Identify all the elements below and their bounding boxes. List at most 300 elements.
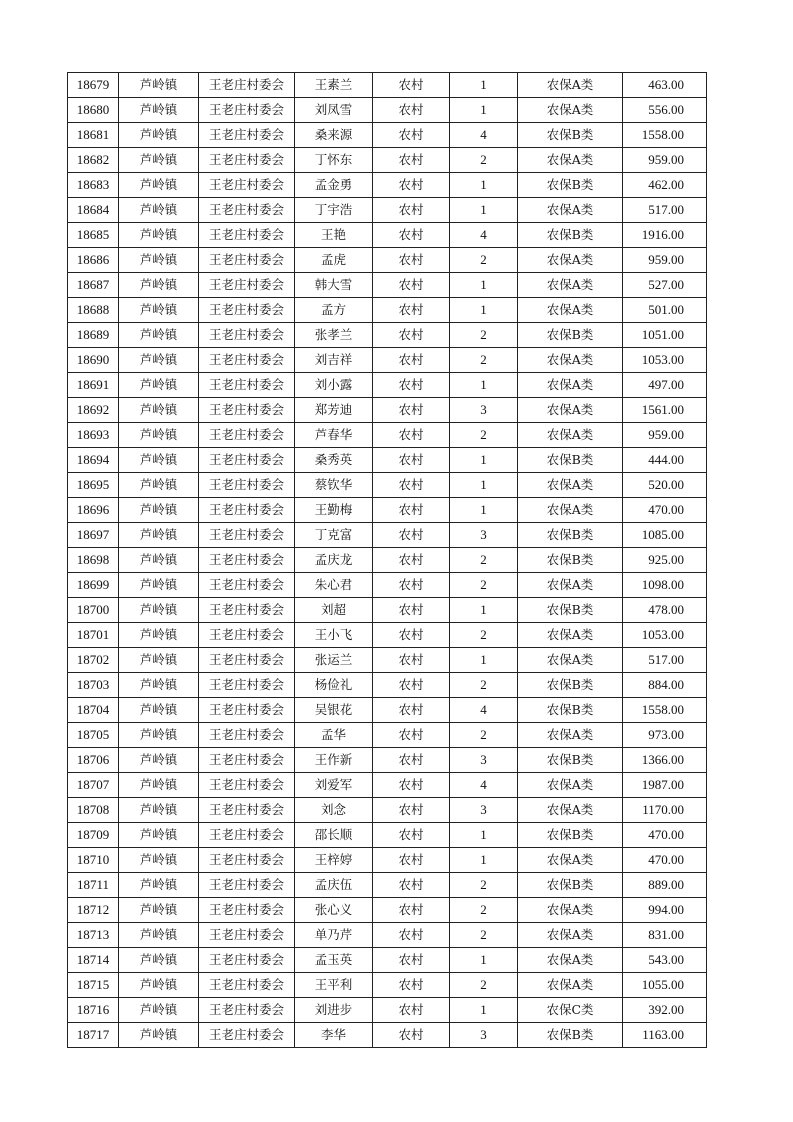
amount-cell: 556.00	[623, 98, 707, 123]
record-id-cell: 18701	[68, 623, 119, 648]
record-id-cell: 18697	[68, 523, 119, 548]
record-id-cell: 18687	[68, 273, 119, 298]
person-name-cell: 李华	[295, 1023, 373, 1048]
person-name-cell: 单乃芹	[295, 923, 373, 948]
village-committee-cell: 王老庄村委会	[199, 223, 295, 248]
area-type-cell: 农村	[373, 148, 450, 173]
town-cell: 芦岭镇	[119, 898, 199, 923]
record-id-cell: 18703	[68, 673, 119, 698]
village-committee-cell: 王老庄村委会	[199, 98, 295, 123]
village-committee-cell: 王老庄村委会	[199, 648, 295, 673]
town-cell: 芦岭镇	[119, 948, 199, 973]
table-row	[68, 323, 707, 348]
person-name-cell: 王作新	[295, 748, 373, 773]
amount-cell: 1085.00	[623, 523, 707, 548]
table-row	[68, 223, 707, 248]
area-type-cell: 农村	[373, 773, 450, 798]
household-count-cell: 2	[450, 623, 518, 648]
village-committee-cell: 王老庄村委会	[199, 873, 295, 898]
amount-cell: 959.00	[623, 248, 707, 273]
person-name-cell: 刘小露	[295, 373, 373, 398]
person-name-cell: 杨俭礼	[295, 673, 373, 698]
amount-cell: 959.00	[623, 423, 707, 448]
record-id-cell: 18717	[68, 1023, 119, 1048]
village-committee-cell: 王老庄村委会	[199, 798, 295, 823]
insurance-category-cell: 农保A类	[518, 498, 623, 523]
table-row	[68, 873, 707, 898]
insurance-category-cell: 农保A类	[518, 848, 623, 873]
town-cell: 芦岭镇	[119, 623, 199, 648]
town-cell: 芦岭镇	[119, 573, 199, 598]
amount-cell: 478.00	[623, 598, 707, 623]
town-cell: 芦岭镇	[119, 773, 199, 798]
person-name-cell: 刘凤雪	[295, 98, 373, 123]
insurance-category-cell: 农保B类	[518, 873, 623, 898]
household-count-cell: 2	[450, 673, 518, 698]
table-row	[68, 948, 707, 973]
household-count-cell: 2	[450, 323, 518, 348]
household-count-cell: 2	[450, 873, 518, 898]
person-name-cell: 蔡钦华	[295, 473, 373, 498]
household-count-cell: 2	[450, 898, 518, 923]
insurance-category-cell: 农保B类	[518, 523, 623, 548]
person-name-cell: 孟庆伍	[295, 873, 373, 898]
person-name-cell: 桑秀英	[295, 448, 373, 473]
area-type-cell: 农村	[373, 473, 450, 498]
village-committee-cell: 王老庄村委会	[199, 1023, 295, 1048]
record-id-cell: 18711	[68, 873, 119, 898]
area-type-cell: 农村	[373, 748, 450, 773]
area-type-cell: 农村	[373, 173, 450, 198]
village-committee-cell: 王老庄村委会	[199, 348, 295, 373]
record-id-cell: 18689	[68, 323, 119, 348]
insurance-category-cell: 农保A类	[518, 373, 623, 398]
person-name-cell: 王勤梅	[295, 498, 373, 523]
area-type-cell: 农村	[373, 498, 450, 523]
household-count-cell: 1	[450, 473, 518, 498]
insurance-category-cell: 农保B类	[518, 323, 623, 348]
person-name-cell: 王小飞	[295, 623, 373, 648]
household-count-cell: 1	[450, 498, 518, 523]
insurance-category-cell: 农保A类	[518, 473, 623, 498]
household-count-cell: 2	[450, 348, 518, 373]
person-name-cell: 芦春华	[295, 423, 373, 448]
table-row	[68, 923, 707, 948]
household-count-cell: 2	[450, 423, 518, 448]
town-cell: 芦岭镇	[119, 848, 199, 873]
town-cell: 芦岭镇	[119, 198, 199, 223]
village-committee-cell: 王老庄村委会	[199, 998, 295, 1023]
person-name-cell: 张心义	[295, 898, 373, 923]
town-cell: 芦岭镇	[119, 73, 199, 98]
household-count-cell: 1	[450, 273, 518, 298]
insurance-category-cell: 农保A类	[518, 723, 623, 748]
insurance-category-cell: 农保A类	[518, 198, 623, 223]
area-type-cell: 农村	[373, 73, 450, 98]
village-committee-cell: 王老庄村委会	[199, 273, 295, 298]
village-committee-cell: 王老庄村委会	[199, 848, 295, 873]
insurance-category-cell: 农保A类	[518, 623, 623, 648]
amount-cell: 1163.00	[623, 1023, 707, 1048]
household-count-cell: 2	[450, 923, 518, 948]
table-row	[68, 598, 707, 623]
person-name-cell: 丁宇浩	[295, 198, 373, 223]
village-committee-cell: 王老庄村委会	[199, 423, 295, 448]
amount-cell: 973.00	[623, 723, 707, 748]
record-id-cell: 18710	[68, 848, 119, 873]
record-id-cell: 18713	[68, 923, 119, 948]
record-id-cell: 18695	[68, 473, 119, 498]
person-name-cell: 孟虎	[295, 248, 373, 273]
town-cell: 芦岭镇	[119, 248, 199, 273]
household-count-cell: 3	[450, 398, 518, 423]
village-committee-cell: 王老庄村委会	[199, 523, 295, 548]
record-id-cell: 18698	[68, 548, 119, 573]
household-count-cell: 2	[450, 723, 518, 748]
person-name-cell: 王平利	[295, 973, 373, 998]
insurance-category-cell: 农保A类	[518, 423, 623, 448]
village-committee-cell: 王老庄村委会	[199, 898, 295, 923]
record-id-cell: 18696	[68, 498, 119, 523]
insurance-category-cell: 农保A类	[518, 348, 623, 373]
area-type-cell: 农村	[373, 548, 450, 573]
table-row	[68, 623, 707, 648]
amount-cell: 543.00	[623, 948, 707, 973]
household-count-cell: 1	[450, 948, 518, 973]
town-cell: 芦岭镇	[119, 523, 199, 548]
household-count-cell: 2	[450, 548, 518, 573]
amount-cell: 470.00	[623, 823, 707, 848]
table-row	[68, 123, 707, 148]
amount-cell: 501.00	[623, 298, 707, 323]
area-type-cell: 农村	[373, 348, 450, 373]
town-cell: 芦岭镇	[119, 1023, 199, 1048]
table-row	[68, 998, 707, 1023]
village-committee-cell: 王老庄村委会	[199, 198, 295, 223]
table-row	[68, 523, 707, 548]
amount-cell: 959.00	[623, 148, 707, 173]
person-name-cell: 孟方	[295, 298, 373, 323]
person-name-cell: 刘念	[295, 798, 373, 823]
insurance-category-cell: 农保A类	[518, 273, 623, 298]
insurance-category-cell: 农保A类	[518, 898, 623, 923]
table-row	[68, 348, 707, 373]
table-row	[68, 298, 707, 323]
town-cell: 芦岭镇	[119, 548, 199, 573]
amount-cell: 463.00	[623, 73, 707, 98]
amount-cell: 889.00	[623, 873, 707, 898]
insurance-category-cell: 农保B类	[518, 823, 623, 848]
amount-cell: 1055.00	[623, 973, 707, 998]
amount-cell: 517.00	[623, 648, 707, 673]
table-row	[68, 373, 707, 398]
person-name-cell: 邵长顺	[295, 823, 373, 848]
amount-cell: 1170.00	[623, 798, 707, 823]
village-committee-cell: 王老庄村委会	[199, 248, 295, 273]
insurance-category-cell: 农保B类	[518, 748, 623, 773]
amount-cell: 1987.00	[623, 773, 707, 798]
household-count-cell: 4	[450, 773, 518, 798]
table-row	[68, 198, 707, 223]
household-count-cell: 1	[450, 998, 518, 1023]
table-row	[68, 773, 707, 798]
insurance-category-cell: 农保B类	[518, 123, 623, 148]
person-name-cell: 丁克富	[295, 523, 373, 548]
town-cell: 芦岭镇	[119, 448, 199, 473]
insurance-category-cell: 农保B类	[518, 548, 623, 573]
town-cell: 芦岭镇	[119, 173, 199, 198]
area-type-cell: 农村	[373, 323, 450, 348]
record-id-cell: 18684	[68, 198, 119, 223]
insurance-category-cell: 农保B类	[518, 448, 623, 473]
village-committee-cell: 王老庄村委会	[199, 498, 295, 523]
town-cell: 芦岭镇	[119, 723, 199, 748]
table-row	[68, 748, 707, 773]
insurance-category-cell: 农保B类	[518, 698, 623, 723]
area-type-cell: 农村	[373, 823, 450, 848]
village-committee-cell: 王老庄村委会	[199, 598, 295, 623]
area-type-cell: 农村	[373, 273, 450, 298]
household-count-cell: 4	[450, 223, 518, 248]
record-id-cell: 18700	[68, 598, 119, 623]
amount-cell: 462.00	[623, 173, 707, 198]
amount-cell: 1561.00	[623, 398, 707, 423]
amount-cell: 1053.00	[623, 623, 707, 648]
village-committee-cell: 王老庄村委会	[199, 923, 295, 948]
amount-cell: 1558.00	[623, 698, 707, 723]
table-row	[68, 73, 707, 98]
record-id-cell: 18682	[68, 148, 119, 173]
record-id-cell: 18683	[68, 173, 119, 198]
area-type-cell: 农村	[373, 448, 450, 473]
table-row	[68, 898, 707, 923]
household-count-cell: 2	[450, 973, 518, 998]
record-id-cell: 18681	[68, 123, 119, 148]
household-count-cell: 1	[450, 848, 518, 873]
area-type-cell: 农村	[373, 698, 450, 723]
insurance-category-cell: 农保B类	[518, 673, 623, 698]
table-row	[68, 673, 707, 698]
area-type-cell: 农村	[373, 298, 450, 323]
record-id-cell: 18685	[68, 223, 119, 248]
amount-cell: 470.00	[623, 498, 707, 523]
amount-cell: 1916.00	[623, 223, 707, 248]
town-cell: 芦岭镇	[119, 148, 199, 173]
record-id-cell: 18680	[68, 98, 119, 123]
person-name-cell: 刘吉祥	[295, 348, 373, 373]
town-cell: 芦岭镇	[119, 473, 199, 498]
town-cell: 芦岭镇	[119, 223, 199, 248]
area-type-cell: 农村	[373, 998, 450, 1023]
amount-cell: 444.00	[623, 448, 707, 473]
village-committee-cell: 王老庄村委会	[199, 723, 295, 748]
person-name-cell: 王梓婷	[295, 848, 373, 873]
area-type-cell: 农村	[373, 898, 450, 923]
insurance-category-cell: 农保B类	[518, 173, 623, 198]
record-id-cell: 18679	[68, 73, 119, 98]
area-type-cell: 农村	[373, 223, 450, 248]
table-row	[68, 423, 707, 448]
area-type-cell: 农村	[373, 848, 450, 873]
record-id-cell: 18707	[68, 773, 119, 798]
town-cell: 芦岭镇	[119, 648, 199, 673]
insurance-category-cell: 农保B类	[518, 598, 623, 623]
table-row	[68, 573, 707, 598]
town-cell: 芦岭镇	[119, 973, 199, 998]
town-cell: 芦岭镇	[119, 748, 199, 773]
person-name-cell: 王艳	[295, 223, 373, 248]
record-id-cell: 18714	[68, 948, 119, 973]
table-row	[68, 973, 707, 998]
record-id-cell: 18715	[68, 973, 119, 998]
record-id-cell: 18709	[68, 823, 119, 848]
record-id-cell: 18712	[68, 898, 119, 923]
area-type-cell: 农村	[373, 798, 450, 823]
village-committee-cell: 王老庄村委会	[199, 73, 295, 98]
table-row	[68, 548, 707, 573]
household-count-cell: 1	[450, 598, 518, 623]
record-id-cell: 18705	[68, 723, 119, 748]
table-row	[68, 473, 707, 498]
household-count-cell: 1	[450, 648, 518, 673]
insurance-category-cell: 农保A类	[518, 948, 623, 973]
person-name-cell: 桑来源	[295, 123, 373, 148]
village-committee-cell: 王老庄村委会	[199, 548, 295, 573]
record-id-cell: 18706	[68, 748, 119, 773]
table-row	[68, 648, 707, 673]
person-name-cell: 韩大雪	[295, 273, 373, 298]
insurance-category-cell: 农保A类	[518, 798, 623, 823]
person-name-cell: 孟华	[295, 723, 373, 748]
household-count-cell: 1	[450, 73, 518, 98]
town-cell: 芦岭镇	[119, 123, 199, 148]
town-cell: 芦岭镇	[119, 798, 199, 823]
area-type-cell: 农村	[373, 198, 450, 223]
town-cell: 芦岭镇	[119, 698, 199, 723]
amount-cell: 517.00	[623, 198, 707, 223]
amount-cell: 392.00	[623, 998, 707, 1023]
town-cell: 芦岭镇	[119, 298, 199, 323]
record-id-cell: 18686	[68, 248, 119, 273]
town-cell: 芦岭镇	[119, 398, 199, 423]
area-type-cell: 农村	[373, 673, 450, 698]
amount-cell: 1098.00	[623, 573, 707, 598]
table-row	[68, 1023, 707, 1048]
amount-cell: 470.00	[623, 848, 707, 873]
insurance-category-cell: 农保B类	[518, 1023, 623, 1048]
household-count-cell: 1	[450, 98, 518, 123]
town-cell: 芦岭镇	[119, 373, 199, 398]
area-type-cell: 农村	[373, 523, 450, 548]
person-name-cell: 孟金勇	[295, 173, 373, 198]
village-committee-cell: 王老庄村委会	[199, 298, 295, 323]
household-count-cell: 4	[450, 698, 518, 723]
amount-cell: 520.00	[623, 473, 707, 498]
area-type-cell: 农村	[373, 598, 450, 623]
table-row	[68, 823, 707, 848]
table-row	[68, 98, 707, 123]
household-count-cell: 2	[450, 248, 518, 273]
insurance-category-cell: 农保C类	[518, 998, 623, 1023]
person-name-cell: 吴银花	[295, 698, 373, 723]
record-id-cell: 18693	[68, 423, 119, 448]
household-count-cell: 3	[450, 748, 518, 773]
insurance-category-cell: 农保A类	[518, 298, 623, 323]
amount-cell: 925.00	[623, 548, 707, 573]
village-committee-cell: 王老庄村委会	[199, 823, 295, 848]
record-id-cell: 18694	[68, 448, 119, 473]
data-table	[67, 72, 707, 1048]
area-type-cell: 农村	[373, 873, 450, 898]
town-cell: 芦岭镇	[119, 323, 199, 348]
person-name-cell: 刘进步	[295, 998, 373, 1023]
insurance-category-cell: 农保B类	[518, 223, 623, 248]
town-cell: 芦岭镇	[119, 998, 199, 1023]
area-type-cell: 农村	[373, 398, 450, 423]
insurance-category-cell: 农保A类	[518, 573, 623, 598]
record-id-cell: 18702	[68, 648, 119, 673]
person-name-cell: 刘爱军	[295, 773, 373, 798]
amount-cell: 884.00	[623, 673, 707, 698]
household-count-cell: 1	[450, 823, 518, 848]
person-name-cell: 孟玉英	[295, 948, 373, 973]
household-count-cell: 2	[450, 148, 518, 173]
village-committee-cell: 王老庄村委会	[199, 373, 295, 398]
insurance-category-cell: 农保A类	[518, 148, 623, 173]
record-id-cell: 18704	[68, 698, 119, 723]
amount-cell: 1366.00	[623, 748, 707, 773]
amount-cell: 994.00	[623, 898, 707, 923]
table-row	[68, 848, 707, 873]
town-cell: 芦岭镇	[119, 98, 199, 123]
record-id-cell: 18691	[68, 373, 119, 398]
village-committee-cell: 王老庄村委会	[199, 323, 295, 348]
area-type-cell: 农村	[373, 723, 450, 748]
record-id-cell: 18699	[68, 573, 119, 598]
person-name-cell: 丁怀东	[295, 148, 373, 173]
table-body	[68, 73, 707, 1048]
insurance-category-cell: 农保A类	[518, 73, 623, 98]
table-row	[68, 448, 707, 473]
village-committee-cell: 王老庄村委会	[199, 398, 295, 423]
insurance-category-cell: 农保A类	[518, 398, 623, 423]
village-committee-cell: 王老庄村委会	[199, 573, 295, 598]
amount-cell: 1558.00	[623, 123, 707, 148]
village-committee-cell: 王老庄村委会	[199, 148, 295, 173]
record-id-cell: 18692	[68, 398, 119, 423]
amount-cell: 497.00	[623, 373, 707, 398]
village-committee-cell: 王老庄村委会	[199, 948, 295, 973]
household-count-cell: 3	[450, 1023, 518, 1048]
town-cell: 芦岭镇	[119, 823, 199, 848]
record-id-cell: 18708	[68, 798, 119, 823]
household-count-cell: 1	[450, 448, 518, 473]
village-committee-cell: 王老庄村委会	[199, 698, 295, 723]
area-type-cell: 农村	[373, 248, 450, 273]
village-committee-cell: 王老庄村委会	[199, 473, 295, 498]
household-count-cell: 1	[450, 373, 518, 398]
village-committee-cell: 王老庄村委会	[199, 748, 295, 773]
table-row	[68, 273, 707, 298]
insurance-category-cell: 农保A类	[518, 648, 623, 673]
record-id-cell: 18716	[68, 998, 119, 1023]
record-id-cell: 18690	[68, 348, 119, 373]
table-row	[68, 498, 707, 523]
table-row	[68, 398, 707, 423]
village-committee-cell: 王老庄村委会	[199, 973, 295, 998]
person-name-cell: 朱心君	[295, 573, 373, 598]
insurance-category-cell: 农保A类	[518, 923, 623, 948]
